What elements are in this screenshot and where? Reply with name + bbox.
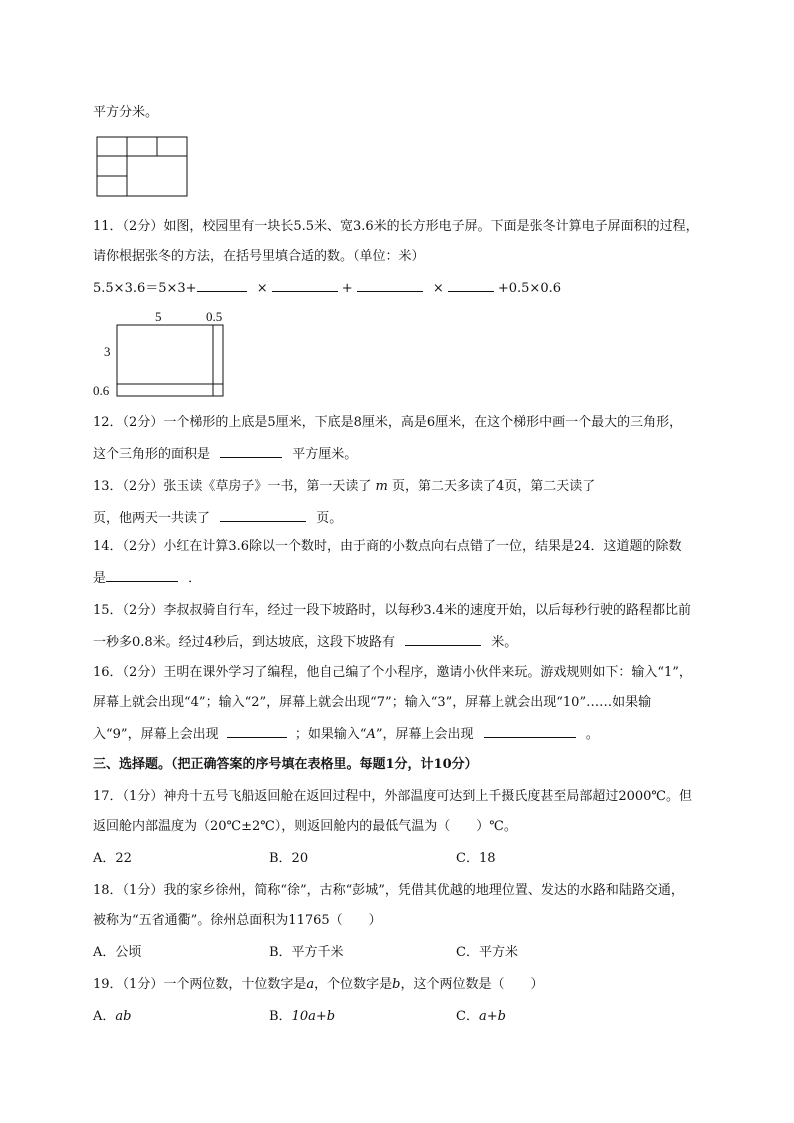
q18-option-a[interactable]: A．公顷 — [93, 945, 142, 960]
q15-line1: 15．（2分）李叔叔骑自行车，经过一段下坡路时，以每秒3.4米的速度开始，以后每秒行驶的路程都比前 — [93, 603, 691, 618]
q11-blank-1[interactable] — [197, 278, 247, 292]
q17-line2: 返回舱内部温度为（20℃±2℃），则返回舱内的最低气温为（ ）℃。 — [93, 819, 517, 834]
q13-line1-b: 页，第二天多读了4页，第二天读了 — [391, 479, 596, 494]
q19-var-a: a — [306, 977, 315, 992]
q14-line1: 14．（2分）小红在计算3.6除以一个数时，由于商的小数点向右点错了一位，结果是24．这道题的除数 — [93, 539, 682, 554]
q11-times-2: × — [432, 281, 444, 296]
q19-line1 — [93, 976, 543, 994]
q11-line2: 请你根据张冬的方法，在括号里填合适的数。（单位：米） — [93, 249, 425, 264]
q12-line2-a: 这个三角形的面积是 — [93, 447, 211, 462]
q10-grid-figure — [96, 136, 190, 198]
q13-blank[interactable] — [220, 508, 306, 522]
q19-line1-b: ，个位数字是 — [314, 977, 393, 992]
q12-line2-b: 平方厘米。 — [292, 447, 358, 462]
q16-line2: 屏幕上就会出现“4”；输入“2”，屏幕上就会出现“7”；输入“3”，屏幕上就会出现“10”……如果输 — [93, 695, 652, 710]
q19-option-a[interactable] — [93, 1008, 131, 1026]
q13-line2-a: 页，他两天一共读了 — [93, 511, 211, 526]
q19-option-c-label: C． — [456, 1009, 479, 1024]
q11-label-3: 3 — [104, 344, 111, 359]
q16-line3 — [93, 724, 599, 744]
q12-line1: 12．（2分）一个梯形的上底是5厘米，下底是8厘米，高是6厘米，在这个梯形中画一个最大的三角形， — [93, 415, 683, 430]
q13-line1-a: 13．（2分）张玉读《草房子》一书，第一天读了 — [93, 479, 372, 494]
q16-line3-d: 。 — [585, 727, 599, 742]
q11-blank-3[interactable] — [357, 278, 423, 292]
q16-var-A: A — [366, 727, 376, 742]
q19-option-c-value: a+b — [478, 1009, 506, 1024]
q10-unit-text: 平方分米。 — [93, 105, 159, 120]
q11-equation — [93, 278, 561, 298]
q11-eq-start: 5.5×3.6＝5×3+ — [93, 281, 197, 296]
q16-blank-2[interactable] — [484, 724, 576, 738]
q11-line1: 11．（2分）如图，校园里有一块长5.5米、宽3.6米的长方形电子屏。下面是张冬计算电子屏面积的过程， — [93, 219, 699, 234]
q11-label-05: 0.5 — [206, 309, 223, 324]
q19-option-c[interactable] — [456, 1008, 506, 1026]
q11-screen-figure — [88, 306, 238, 402]
q19-line1-c: ，这个两位数是（ ） — [400, 977, 544, 992]
q18-option-c[interactable]: C．平方米 — [456, 945, 518, 960]
q16-line3-b: ；如果输入“ — [294, 727, 367, 742]
q16-line3-a: 入“9”，屏幕上会出现 — [93, 727, 219, 742]
section3-heading: 三、选择题。（把正确答案的序号填在表格里。每题1分，计10分） — [93, 757, 478, 772]
q15-line2-b: 米。 — [491, 635, 518, 650]
q18-option-b[interactable]: B．平方千米 — [269, 945, 344, 960]
q14-line2 — [93, 568, 201, 588]
q13-var-m: m — [375, 479, 388, 494]
q17-line1: 17．（1分）神舟十五号飞船返回舱在返回过程中，外部温度可达到上千摄氏度甚至局部超过2000℃。但 — [93, 789, 692, 804]
q14-line2-b: ． — [188, 571, 202, 586]
q16-blank-1[interactable] — [227, 724, 287, 738]
q11-plus: + — [341, 281, 353, 296]
q12-blank[interactable] — [220, 444, 282, 458]
q17-option-b[interactable]: B．20 — [269, 851, 309, 866]
q19-line1-a: 19．（1分）一个两位数，十位数字是 — [93, 977, 307, 992]
q17-option-c[interactable]: C．18 — [456, 851, 496, 866]
q11-label-06: 0.6 — [93, 383, 110, 398]
q19-option-a-value: ab — [115, 1009, 132, 1024]
q11-times-1: × — [256, 281, 268, 296]
q11-label-5: 5 — [155, 309, 162, 324]
q13-line2 — [93, 508, 342, 528]
q15-line2 — [93, 632, 517, 652]
q16-line1: 16．（2分）王明在课外学习了编程，他自己编了个小程序，邀请小伙伴来玩。游戏规则如下：输入“1”， — [93, 665, 692, 680]
q11-blank-2[interactable] — [272, 278, 338, 292]
q11-blank-4[interactable] — [448, 278, 494, 292]
q14-blank[interactable] — [106, 568, 178, 582]
q19-option-b-value: 10a+b — [291, 1009, 336, 1024]
q17-option-a[interactable]: A．22 — [93, 851, 132, 866]
q13-line1 — [93, 478, 595, 496]
q16-line3-c: ”，屏幕上会出现 — [375, 727, 474, 742]
q18-line2: 被称为“五省通衢”。徐州总面积为11765（ ） — [93, 913, 382, 928]
q15-line2-a: 一秒多0.8米。经过4秒后，到达坡底，这段下坡路有 — [93, 635, 395, 650]
q12-line2 — [93, 444, 357, 464]
q14-line2-a: 是 — [93, 571, 107, 586]
q19-option-a-label: A． — [93, 1009, 116, 1024]
q19-var-b: b — [392, 977, 401, 992]
q15-blank[interactable] — [405, 632, 481, 646]
q18-line1: 18．（1分）我的家乡徐州，简称“徐”，古称“彭城”，凭借其优越的地理位置、发达的水路和陆路交通， — [93, 883, 684, 898]
q19-option-b-label: B． — [269, 1009, 292, 1024]
q19-option-b[interactable] — [269, 1008, 335, 1026]
q13-line2-b: 页。 — [316, 511, 343, 526]
q11-eq-end: +0.5×0.6 — [497, 281, 561, 296]
